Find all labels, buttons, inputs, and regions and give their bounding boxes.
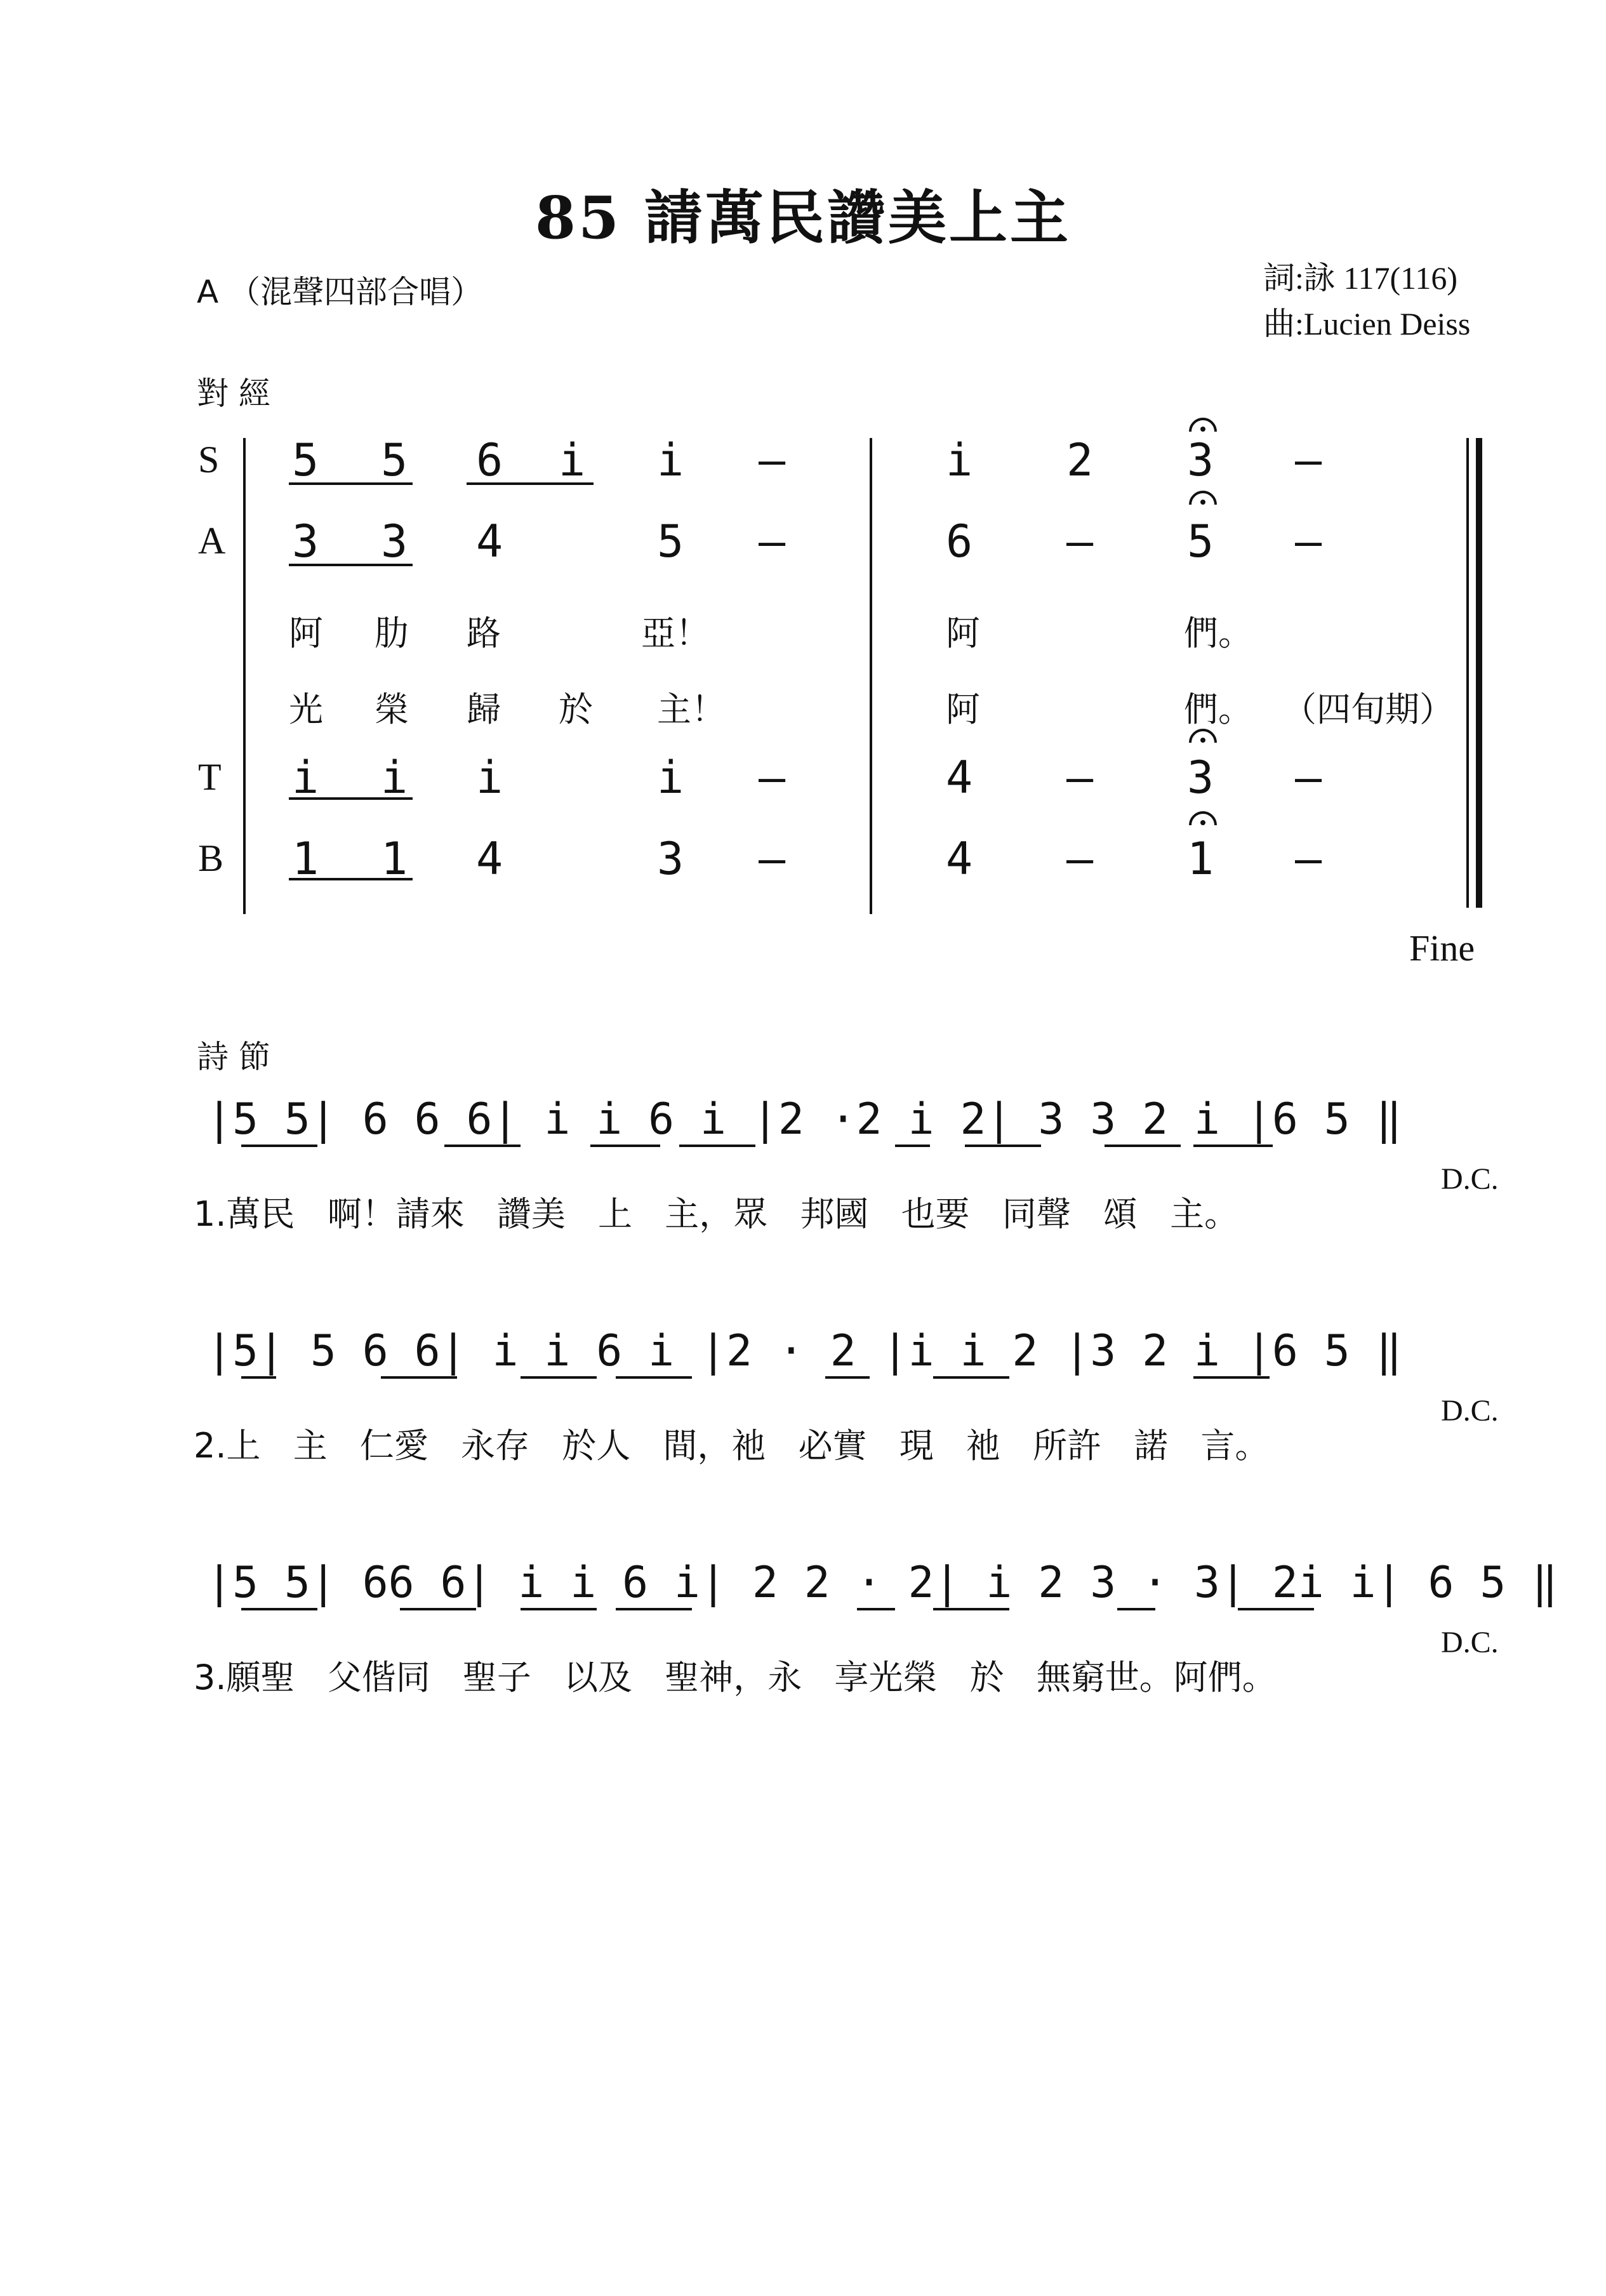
antiphon-lyric: 主！ bbox=[657, 689, 726, 729]
barline: | bbox=[1245, 1094, 1272, 1145]
lyrics-credit: 詞:詠 117(116) bbox=[1263, 260, 1457, 296]
bass-note: 4 bbox=[946, 833, 973, 885]
verse-lyric: 必實 現 bbox=[798, 1426, 934, 1466]
antiphon-lyric: 們。 bbox=[1184, 613, 1252, 653]
final-barline: ‖ bbox=[1376, 1326, 1402, 1376]
verse1-notation bbox=[206, 1094, 1402, 1145]
tenor-note: i bbox=[657, 752, 684, 804]
note-group: 6 bbox=[362, 1094, 388, 1145]
note-group: 5 bbox=[1324, 1094, 1350, 1145]
verse-lyric: 永存 於人 bbox=[461, 1426, 631, 1466]
barline: | bbox=[258, 1326, 284, 1376]
page-title: 85 請萬民讚美上主 bbox=[534, 183, 1072, 252]
note-group: i 2 bbox=[986, 1558, 1065, 1608]
note-group: 2 bbox=[1012, 1326, 1039, 1376]
bass-note: 3 bbox=[657, 833, 684, 885]
part-label-alto: A bbox=[198, 520, 226, 562]
verse-lyric: 主 仁愛 bbox=[293, 1426, 428, 1466]
verse1-lyrics bbox=[194, 1187, 1238, 1236]
bass-rest: – bbox=[1295, 833, 1322, 885]
barline: | bbox=[700, 1558, 726, 1608]
verse2-lyrics bbox=[194, 1419, 1269, 1468]
final-barline: ‖ bbox=[1376, 1094, 1402, 1145]
note-group: i i bbox=[518, 1558, 597, 1608]
barline: | bbox=[206, 1326, 232, 1376]
note-group: 2 i bbox=[1142, 1326, 1220, 1376]
bass-note: 1 bbox=[381, 833, 408, 885]
barline: | bbox=[1219, 1558, 1246, 1608]
verse-lyric: 頌 主。 bbox=[1103, 1194, 1239, 1234]
verses-heading: 詩 節 bbox=[197, 1039, 270, 1075]
antiphon-lyric: 亞！ bbox=[641, 613, 710, 653]
tenor-note: i bbox=[476, 752, 503, 804]
soprano-note: i bbox=[657, 434, 684, 486]
note-group: 6 bbox=[362, 1558, 388, 1608]
barline: | bbox=[310, 1558, 336, 1608]
antiphon-lyric: 阿 bbox=[289, 613, 323, 653]
antiphon-lyric: 光 bbox=[289, 689, 323, 729]
alto-note: 5 bbox=[657, 515, 684, 567]
bass-note: 1 bbox=[1187, 833, 1214, 885]
verse-lyric: 諾 言。 bbox=[1134, 1426, 1270, 1466]
note-group: 6 bbox=[1271, 1094, 1298, 1145]
barline: | bbox=[700, 1326, 726, 1376]
antiphon-lyric: 路 bbox=[467, 613, 501, 653]
tenor-note: i bbox=[292, 752, 319, 804]
barline: | bbox=[1376, 1558, 1402, 1608]
barline: | bbox=[206, 1094, 232, 1145]
alto-note: 6 bbox=[946, 515, 973, 567]
note-group: i i bbox=[492, 1326, 571, 1376]
dc-marking: D.C. bbox=[1441, 1394, 1499, 1428]
barline: | bbox=[466, 1558, 493, 1608]
tenor-rest: – bbox=[1066, 752, 1094, 804]
alto-note: 4 bbox=[476, 515, 503, 567]
antiphon-lyric: 於 bbox=[559, 689, 593, 729]
verse-lyric: 聖神，永 bbox=[665, 1657, 802, 1697]
bass-rest: – bbox=[759, 833, 786, 885]
note-group: 2 · bbox=[726, 1326, 804, 1376]
part-label-soprano: S bbox=[198, 439, 220, 481]
note-group: 2 · bbox=[778, 1094, 856, 1145]
fine-marking: Fine bbox=[1409, 927, 1475, 969]
tenor-rest: – bbox=[1295, 752, 1322, 804]
part-label-tenor: T bbox=[198, 756, 222, 798]
tenor-note: 3 bbox=[1187, 752, 1214, 804]
verse-lyric: 讚美 上 bbox=[496, 1194, 633, 1234]
note-group: 6 6 bbox=[388, 1558, 467, 1608]
arrangement-subtitle: A （混聲四部合唱） bbox=[197, 274, 483, 310]
verse-lyric: 3.願聖 bbox=[194, 1657, 295, 1697]
note-group: 5 bbox=[310, 1326, 336, 1376]
verse-lyric: 享光榮 bbox=[834, 1657, 938, 1697]
note-group: 6 i bbox=[596, 1326, 675, 1376]
note-group: 6 bbox=[1271, 1326, 1298, 1376]
antiphon-lyric: 們。 bbox=[1184, 689, 1252, 729]
soprano-note: i bbox=[946, 434, 973, 486]
note-group: 6 i bbox=[622, 1558, 700, 1608]
bass-note: 4 bbox=[476, 833, 503, 885]
verse-lyric: 主，眾 邦國 bbox=[665, 1194, 869, 1234]
bass-rest: – bbox=[1066, 833, 1094, 885]
music-credit: 曲:Lucien Deiss bbox=[1263, 306, 1471, 342]
note-group: 6 5 bbox=[1428, 1558, 1506, 1608]
soprano-rest: – bbox=[1295, 434, 1322, 486]
note-group: 2 bbox=[830, 1326, 856, 1376]
note-group: i 2 bbox=[908, 1094, 986, 1145]
note-group: 2 bbox=[856, 1094, 882, 1145]
soprano-note: 5 bbox=[292, 434, 319, 486]
barline: | bbox=[440, 1326, 467, 1376]
note-group: 3 bbox=[1193, 1558, 1220, 1608]
part-label-bass: B bbox=[198, 837, 224, 879]
bass-note: 1 bbox=[292, 833, 319, 885]
soprano-note: 5 bbox=[381, 434, 408, 486]
soprano-note: 3 bbox=[1187, 434, 1214, 486]
verse-lyric: 無窮世。阿們。 bbox=[1036, 1657, 1277, 1697]
soprano-note: i bbox=[559, 434, 586, 486]
antiphon-lyric: 歸 bbox=[467, 689, 501, 729]
verse-lyric: 於 bbox=[969, 1657, 1004, 1697]
note-group: 3 bbox=[1090, 1326, 1117, 1376]
verse-lyric: 間，祂 bbox=[663, 1426, 766, 1466]
note-group: 6 6 bbox=[414, 1094, 493, 1145]
barline: | bbox=[1245, 1326, 1272, 1376]
note-group: 3 3 bbox=[1038, 1094, 1117, 1145]
final-barline: ‖ bbox=[1532, 1558, 1558, 1608]
alto-note: 3 bbox=[292, 515, 319, 567]
antiphon-lyric: 阿 bbox=[946, 613, 980, 653]
barline: | bbox=[752, 1094, 778, 1145]
verse-lyric: 父偕同 bbox=[327, 1657, 430, 1697]
soprano-note: 6 bbox=[476, 434, 503, 486]
barline: | bbox=[934, 1558, 960, 1608]
tenor-note: i bbox=[381, 752, 408, 804]
barline: | bbox=[1064, 1326, 1091, 1376]
verse3-lyrics bbox=[194, 1650, 1277, 1699]
verse-lyric: 聖子 以及 bbox=[462, 1657, 633, 1697]
tenor-rest: – bbox=[759, 752, 786, 804]
note-group: i i bbox=[1297, 1558, 1376, 1608]
note-group: i i bbox=[908, 1326, 986, 1376]
dc-marking: D.C. bbox=[1441, 1626, 1499, 1659]
antiphon-lyric: 榮 bbox=[375, 689, 409, 729]
alto-rest: – bbox=[1066, 515, 1094, 567]
alto-rest: – bbox=[759, 515, 786, 567]
note-group: 5 5 bbox=[232, 1558, 310, 1608]
note-group: 2 2 · bbox=[752, 1558, 882, 1608]
verse-lyric: 也要 同聲 bbox=[901, 1194, 1071, 1234]
note-group: 2 i bbox=[1142, 1094, 1220, 1145]
alto-note: 5 bbox=[1187, 515, 1214, 567]
note-group: 2 bbox=[1271, 1558, 1298, 1608]
note-group: i i bbox=[544, 1094, 623, 1145]
lent-note: （四旬期） bbox=[1282, 689, 1454, 729]
alto-rest: – bbox=[1295, 515, 1322, 567]
soprano-note: 2 bbox=[1066, 434, 1094, 486]
verse-lyric: 祂 所許 bbox=[966, 1426, 1102, 1466]
soprano-rest: – bbox=[759, 434, 786, 486]
tenor-note: 4 bbox=[946, 752, 973, 804]
barline: | bbox=[986, 1094, 1012, 1145]
note-group: 5 bbox=[232, 1326, 258, 1376]
barline: | bbox=[206, 1558, 232, 1608]
verse-lyric: 2.上 bbox=[194, 1426, 261, 1466]
antiphon-heading: 對 經 bbox=[197, 375, 270, 412]
note-group: 6 6 bbox=[362, 1326, 441, 1376]
barline: | bbox=[310, 1094, 336, 1145]
note-group: 5 bbox=[1324, 1326, 1350, 1376]
note-group: 3 · bbox=[1090, 1558, 1169, 1608]
verse3-notation bbox=[206, 1558, 1558, 1608]
verse-lyric: 啊！請來 bbox=[327, 1194, 465, 1234]
antiphon-lyric: 阿 bbox=[946, 689, 980, 729]
note-group: 2 bbox=[908, 1558, 934, 1608]
dc-marking: D.C. bbox=[1441, 1162, 1499, 1196]
alto-note: 3 bbox=[381, 515, 408, 567]
barline: | bbox=[882, 1326, 908, 1376]
antiphon-lyric: 肋 bbox=[375, 613, 409, 653]
verse-lyric: 1.萬民 bbox=[194, 1194, 295, 1234]
verse2-notation bbox=[206, 1326, 1402, 1376]
note-group: 5 5 bbox=[232, 1094, 310, 1145]
barline: | bbox=[492, 1094, 519, 1145]
note-group: 6 i bbox=[648, 1094, 726, 1145]
